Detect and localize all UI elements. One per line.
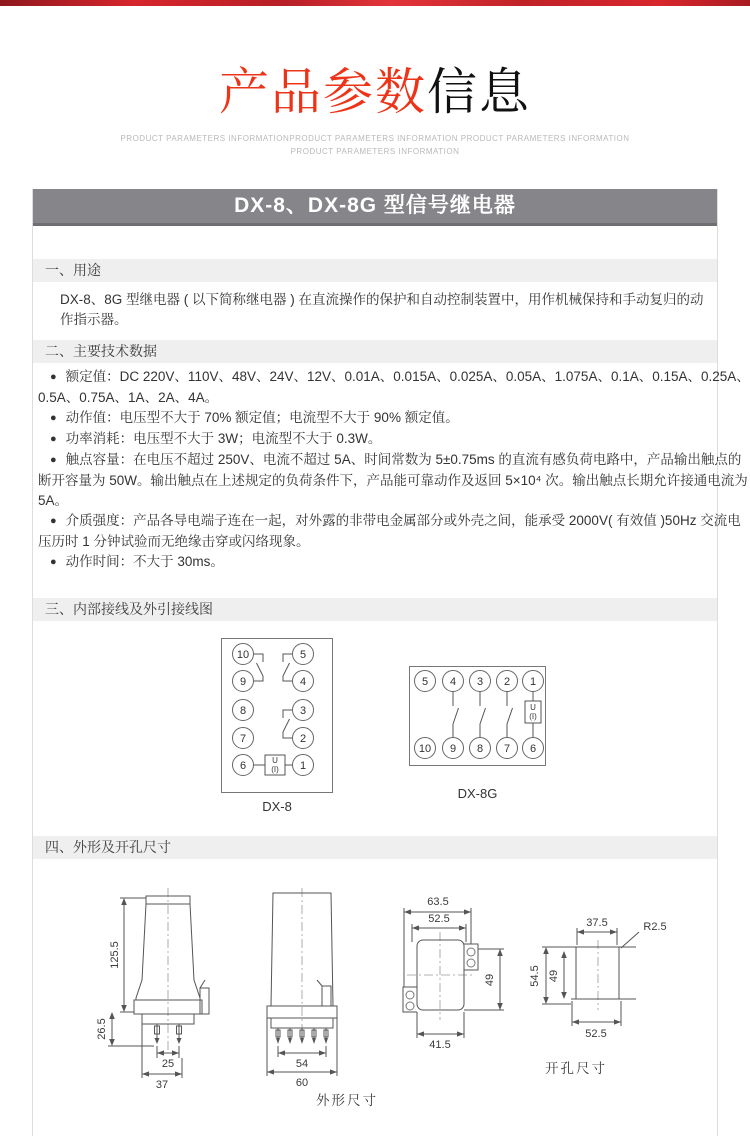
- contact-10-9: [254, 654, 263, 681]
- coil-label-u: U: [272, 756, 278, 765]
- svg-text:9: 9: [239, 676, 247, 688]
- pin-5: [415, 671, 436, 692]
- bullet-dot-icon: ●: [50, 371, 57, 383]
- pin-2: [497, 671, 518, 692]
- pin-4: [293, 671, 314, 692]
- svg-text:4: 4: [449, 676, 457, 688]
- pin-10: [233, 644, 254, 665]
- bullet-dot-icon: ●: [50, 412, 57, 424]
- svg-text:41.5: 41.5: [429, 1039, 451, 1051]
- page-title-black: 信息: [427, 64, 531, 120]
- bullet-action-time: [38, 552, 750, 573]
- page-title-red: 产品参数: [219, 64, 427, 120]
- cutout-outline: [557, 947, 636, 999]
- bullet-dot-icon: ●: [50, 454, 57, 466]
- dim-overall-63-5: [404, 896, 471, 987]
- page-title: [0, 62, 750, 122]
- svg-text:2: 2: [299, 733, 307, 745]
- page-subtitle-line1: PRODUCT PARAMETERS INFORMATIONPRODUCT PARAMETERS INFORMATION PRODUCT PARAMETERS INFORMATION: [120, 134, 630, 143]
- spec-panel: [32, 189, 750, 1136]
- svg-text:52.5: 52.5: [428, 913, 450, 925]
- svg-text:4: 4: [299, 676, 307, 688]
- svg-text:1: 1: [529, 676, 537, 688]
- svg-text:9: 9: [449, 743, 457, 755]
- svg-text:63.5: 63.5: [427, 896, 449, 908]
- pin-7: [233, 728, 254, 749]
- svg-text:54: 54: [295, 1058, 309, 1070]
- bullet-text: 触点容量：在电压不超过 250V、电流不超过 5A、时间常数为 5±0.75ms 的直流有感负荷电路中，产品输出触点的断开容量为 50W。输出触点在上述规定的负荷条件下，产品能可靠动作及返回 5×10⁴ 次。输出触点长期允许接通电流为 5A。: [38, 452, 748, 508]
- section-heading-tech-data: 二、主要技术数据: [33, 340, 717, 363]
- svg-text:37: 37: [155, 1079, 169, 1091]
- relay-side-outline: [134, 896, 209, 1044]
- coil-1-6: [525, 692, 541, 738]
- svg-text:10: 10: [418, 743, 432, 755]
- contact-3-8: [480, 692, 486, 738]
- svg-text:3: 3: [476, 676, 484, 688]
- svg-text:7: 7: [239, 733, 247, 745]
- pin-3: [470, 671, 491, 692]
- svg-text:R2.5: R2.5: [643, 921, 667, 933]
- svg-text:8: 8: [476, 743, 484, 755]
- pin-7: [497, 738, 518, 759]
- svg-text:5: 5: [421, 676, 429, 688]
- pin-5: [293, 644, 314, 665]
- dim-inner-49: [548, 951, 567, 999]
- pin-10: [415, 738, 436, 759]
- pin-9: [443, 738, 464, 759]
- pin-3: [293, 700, 314, 721]
- pin-1: [523, 671, 544, 692]
- relay-model-header: DX-8、DX-8G 型信号继电器: [33, 189, 717, 226]
- svg-text:54.5: 54.5: [529, 965, 541, 987]
- dim-pin-span-54: [278, 1046, 326, 1070]
- front-view-drawing: [254, 888, 364, 1088]
- masthead: [0, 6, 750, 189]
- cutout-dimensions-label: 开孔尺寸: [545, 1061, 607, 1076]
- contact-4-9: [453, 692, 459, 738]
- coil-label-i: (I): [529, 712, 537, 721]
- svg-text:3: 3: [299, 705, 307, 717]
- svg-text:60: 60: [295, 1077, 309, 1088]
- svg-text:125.5: 125.5: [109, 941, 121, 969]
- dim-height-125-5: [109, 898, 146, 1012]
- contact-5-4: [283, 654, 292, 681]
- svg-text:37.5: 37.5: [586, 917, 608, 929]
- coil-6-1: [254, 755, 293, 775]
- bullet-text: 额定值：DC 220V、110V、48V、24V、12V、0.01A、0.015A、0.025A、0.05A、1.075A、0.1A、0.15A、0.25A、0.5A、0.75A、1A、2A、4A。: [38, 369, 750, 405]
- bullet-dot-icon: ●: [50, 433, 57, 445]
- dim-top-37-5: [577, 917, 617, 945]
- svg-text:10: 10: [236, 649, 250, 661]
- section-heading-wiring: 三、内部接线及外引接线图: [33, 598, 717, 621]
- dim-pin-height-26-5: [96, 1012, 154, 1046]
- svg-text:6: 6: [529, 743, 537, 755]
- pin-2: [293, 728, 314, 749]
- bullet-text: 动作值：电压型不大于 70% 额定值；电流型不大于 90% 额定值。: [65, 410, 459, 425]
- svg-text:1: 1: [299, 760, 307, 772]
- dim-bottom-41-5: [417, 1012, 464, 1051]
- contact-2-7: [507, 692, 513, 738]
- svg-text:49: 49: [484, 973, 496, 987]
- coil-label-i: (I): [271, 765, 279, 774]
- svg-text:5: 5: [299, 649, 307, 661]
- pin-1: [293, 755, 314, 776]
- tech-bullet-list: [38, 367, 750, 573]
- bullet-text: 功率消耗：电压型不大于 3W；电流型不大于 0.3W。: [65, 431, 382, 446]
- page-subtitle-line2: PRODUCT PARAMETERS INFORMATION: [290, 147, 460, 156]
- bullet-dielectric-strength: [38, 511, 750, 552]
- mounting-view-drawing: [392, 892, 527, 1052]
- bullet-dot-icon: ●: [50, 515, 57, 527]
- coil-label-u: U: [530, 703, 536, 712]
- usage-paragraph: DX-8、8G 型继电器 ( 以下简称继电器 ) 在直流操作的保护和自动控制装置中，用作机械保持和手动复归的动作指示器。: [60, 292, 704, 327]
- svg-text:52.5: 52.5: [585, 1028, 607, 1040]
- dim-bottom-52-5: [572, 1001, 621, 1040]
- bullet-contact-capacity: [38, 450, 750, 511]
- mounting-outline: [403, 940, 478, 1012]
- pin-8: [470, 738, 491, 759]
- bullet-dot-icon: ●: [50, 556, 57, 568]
- dx8g-diagram-label: DX-8G: [457, 786, 498, 801]
- section-heading-dimensions: 四、外形及开孔尺寸: [33, 836, 717, 859]
- bullet-action-value: [38, 408, 750, 429]
- dimension-drawings: [33, 859, 717, 1121]
- cutout-view-drawing: [524, 904, 699, 1069]
- pin-6: [523, 738, 544, 759]
- svg-text:6: 6: [239, 760, 247, 772]
- bullet-rated-value: [38, 367, 750, 408]
- bullet-text: 动作时间：不大于 30ms。: [65, 554, 224, 569]
- outline-dimensions-label: 外形尺寸: [316, 1093, 378, 1108]
- dim-height-49: [464, 949, 504, 1010]
- bullet-power-consumption: [38, 429, 750, 450]
- pin-8: [233, 700, 254, 721]
- dx8-diagram-label: DX-8: [262, 799, 292, 814]
- pin-9: [233, 671, 254, 692]
- svg-text:7: 7: [503, 743, 511, 755]
- radius-callout-r2-5: [621, 921, 667, 948]
- dx8g-wiring-diagram: [409, 666, 546, 766]
- page-subtitle: [0, 132, 750, 158]
- svg-text:49: 49: [548, 969, 560, 983]
- svg-text:8: 8: [239, 705, 247, 717]
- bullet-text: 介质强度：产品各导电端子连在一起，对外露的非带电金属部分或外壳之间，能承受 2000V( 有效值 )50Hz 交流电压历时 1 分钟试验而无绝缘击穿或闪络现象。: [38, 513, 741, 549]
- svg-text:25: 25: [161, 1058, 175, 1070]
- svg-text:26.5: 26.5: [96, 1018, 108, 1040]
- dim-span-52-5: [412, 913, 466, 942]
- dx8-wiring-diagram: [221, 638, 333, 793]
- wiring-diagrams: [33, 621, 717, 836]
- svg-text:2: 2: [503, 676, 511, 688]
- pin-4: [443, 671, 464, 692]
- pin-6: [233, 755, 254, 776]
- section-heading-usage: 一、用途: [33, 259, 717, 282]
- side-view-drawing: [94, 888, 244, 1093]
- contact-3-2: [283, 710, 292, 738]
- front-pins: [276, 1028, 328, 1044]
